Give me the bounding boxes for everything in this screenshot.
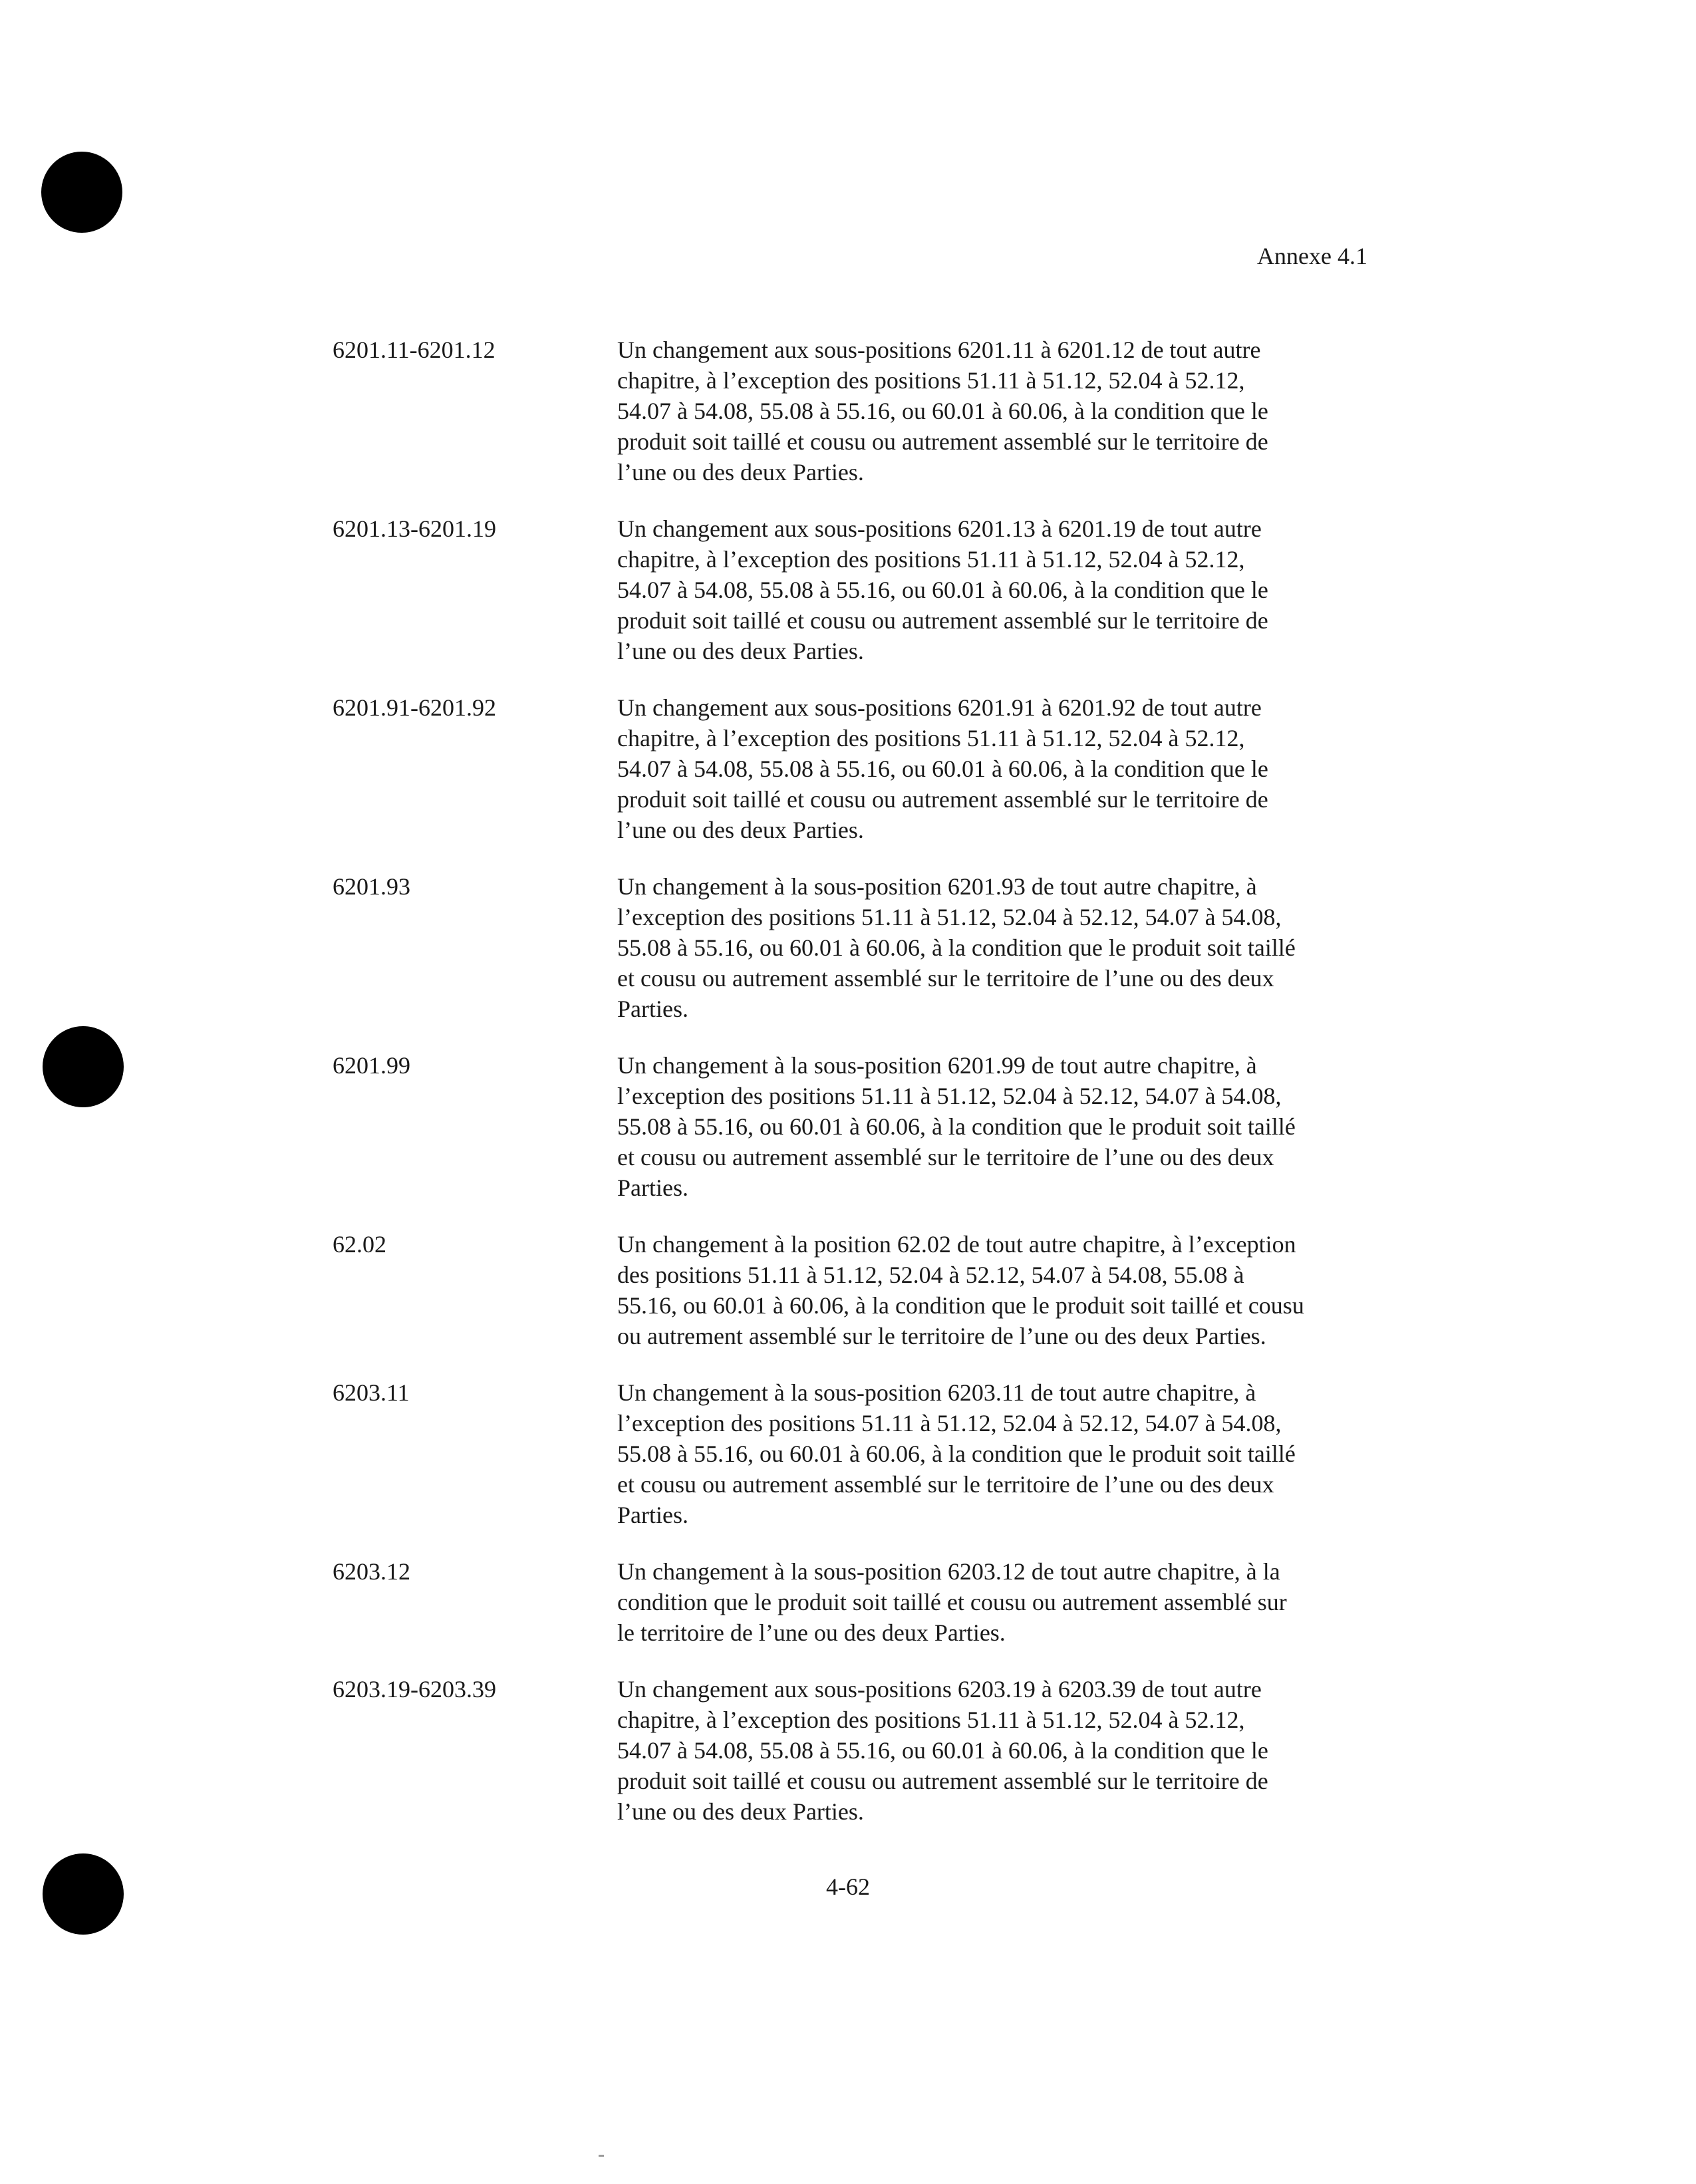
rule-text-line: Un changement à la sous-position 6203.12 de tout autre chapitre, à la <box>617 1558 1280 1585</box>
rule-text-line: l’exception des positions 51.11 à 51.12, 52.04 à 52.12, 54.07 à 54.08, <box>617 1410 1282 1436</box>
rule-text-line: 54.07 à 54.08, 55.08 à 55.16, ou 60.01 à 60.06, à la condition que le <box>617 1737 1268 1764</box>
rule-entry <box>333 1377 1397 1530</box>
rule-entry <box>333 513 1397 666</box>
tariff-code: 6201.99 <box>333 1052 410 1079</box>
rule-text-line: Un changement aux sous-positions 6201.13 à 6201.19 de tout autre <box>617 515 1262 542</box>
rule-text-line: Parties. <box>617 1502 688 1528</box>
punch-hole <box>43 1026 124 1107</box>
rule-text-line: Un changement à la sous-position 6203.11 de tout autre chapitre, à <box>617 1379 1256 1406</box>
rule-text-line: chapitre, à l’exception des positions 51.11 à 51.12, 52.04 à 52.12, <box>617 1706 1245 1733</box>
rule-entry <box>333 692 1397 845</box>
rule-text <box>617 1050 1387 1203</box>
rule-text-line: et cousu ou autrement assemblé sur le territoire de l’une ou des deux <box>617 1471 1274 1498</box>
rule-entry <box>333 1674 1397 1827</box>
rule-text-line: 55.08 à 55.16, ou 60.01 à 60.06, à la condition que le produit soit taillé <box>617 1440 1296 1467</box>
rule-entry <box>333 871 1397 1024</box>
rule-text-line: produit soit taillé et cousu ou autrement assemblé sur le territoire de <box>617 428 1268 455</box>
rule-text-line: Un changement à la sous-position 6201.93 de tout autre chapitre, à <box>617 873 1257 900</box>
page-number: 4-62 <box>826 1873 870 1900</box>
rule-text <box>617 1556 1387 1648</box>
rule-entry <box>333 335 1397 487</box>
rule-text-line: Un changement aux sous-positions 6201.91 à 6201.92 de tout autre <box>617 694 1262 721</box>
annex-label: Annexe 4.1 <box>1257 243 1367 269</box>
rule-text-line: chapitre, à l’exception des positions 51.11 à 51.12, 52.04 à 52.12, <box>617 725 1245 751</box>
rule-text-line: 54.07 à 54.08, 55.08 à 55.16, ou 60.01 à 60.06, à la condition que le <box>617 577 1268 603</box>
rule-text-line: Un changement à la position 62.02 de tout autre chapitre, à l’exception <box>617 1231 1296 1258</box>
rule-text-line: chapitre, à l’exception des positions 51.11 à 51.12, 52.04 à 52.12, <box>617 367 1245 394</box>
rule-text-line: produit soit taillé et cousu ou autrement assemblé sur le territoire de <box>617 786 1268 813</box>
tariff-code: 6201.13-6201.19 <box>333 515 496 542</box>
rule-text-line: des positions 51.11 à 51.12, 52.04 à 52.12, 54.07 à 54.08, 55.08 à <box>617 1262 1244 1288</box>
rule-text-line: Un changement aux sous-positions 6201.11 à 6201.12 de tout autre <box>617 337 1261 363</box>
rule-text <box>617 692 1387 845</box>
rule-text-line: l’exception des positions 51.11 à 51.12, 52.04 à 52.12, 54.07 à 54.08, <box>617 1083 1282 1109</box>
rule-text-line: ou autrement assemblé sur le territoire de l’une ou des deux Parties. <box>617 1323 1266 1349</box>
rule-text-line: et cousu ou autrement assemblé sur le territoire de l’une ou des deux <box>617 965 1274 992</box>
scan-speck <box>599 2155 604 2157</box>
rule-text-line: 54.07 à 54.08, 55.08 à 55.16, ou 60.01 à 60.06, à la condition que le <box>617 755 1268 782</box>
rule-text-line: et cousu ou autrement assemblé sur le territoire de l’une ou des deux <box>617 1144 1274 1170</box>
tariff-code: 6203.11 <box>333 1379 410 1406</box>
rule-text-line: 55.08 à 55.16, ou 60.01 à 60.06, à la condition que le produit soit taillé <box>617 1113 1296 1140</box>
tariff-code: 6201.11-6201.12 <box>333 337 495 363</box>
rule-text <box>617 1229 1387 1351</box>
rule-text-line: le territoire de l’une ou des deux Parties. <box>617 1619 1006 1646</box>
rules-of-origin-list <box>333 335 1397 1827</box>
rule-text <box>617 513 1387 666</box>
rule-text <box>617 335 1387 487</box>
rule-text-line: Parties. <box>617 1174 688 1201</box>
rule-entry <box>333 1229 1397 1351</box>
rule-text-line: condition que le produit soit taillé et cousu ou autrement assemblé sur <box>617 1589 1287 1615</box>
tariff-code: 62.02 <box>333 1231 386 1258</box>
rule-text-line: chapitre, à l’exception des positions 51.11 à 51.12, 52.04 à 52.12, <box>617 546 1245 573</box>
rule-text-line: l’une ou des deux Parties. <box>617 638 864 664</box>
rule-text-line: 54.07 à 54.08, 55.08 à 55.16, ou 60.01 à 60.06, à la condition que le <box>617 398 1268 424</box>
rule-text-line: l’une ou des deux Parties. <box>617 459 864 485</box>
rule-text-line: Parties. <box>617 996 688 1022</box>
rule-text-line: l’une ou des deux Parties. <box>617 817 864 843</box>
punch-hole <box>41 152 122 233</box>
rule-text-line: l’une ou des deux Parties. <box>617 1798 864 1825</box>
rule-text-line: Un changement aux sous-positions 6203.19 à 6203.39 de tout autre <box>617 1676 1262 1703</box>
tariff-code: 6201.91-6201.92 <box>333 694 496 721</box>
tariff-code: 6203.19-6203.39 <box>333 1676 496 1703</box>
rule-entry <box>333 1050 1397 1203</box>
rule-text-line: l’exception des positions 51.11 à 51.12, 52.04 à 52.12, 54.07 à 54.08, <box>617 904 1282 930</box>
rule-text-line: 55.08 à 55.16, ou 60.01 à 60.06, à la condition que le produit soit taillé <box>617 934 1296 961</box>
rule-text <box>617 1377 1387 1530</box>
rule-text <box>617 1674 1387 1827</box>
rule-text-line: 55.16, ou 60.01 à 60.06, à la condition que le produit soit taillé et cousu <box>617 1292 1304 1319</box>
rule-text-line: Un changement à la sous-position 6201.99 de tout autre chapitre, à <box>617 1052 1257 1079</box>
rule-entry <box>333 1556 1397 1648</box>
rule-text <box>617 871 1387 1024</box>
tariff-code: 6201.93 <box>333 873 410 900</box>
tariff-code: 6203.12 <box>333 1558 410 1585</box>
rule-text-line: produit soit taillé et cousu ou autrement assemblé sur le territoire de <box>617 1768 1268 1794</box>
rule-text-line: produit soit taillé et cousu ou autrement assemblé sur le territoire de <box>617 607 1268 634</box>
